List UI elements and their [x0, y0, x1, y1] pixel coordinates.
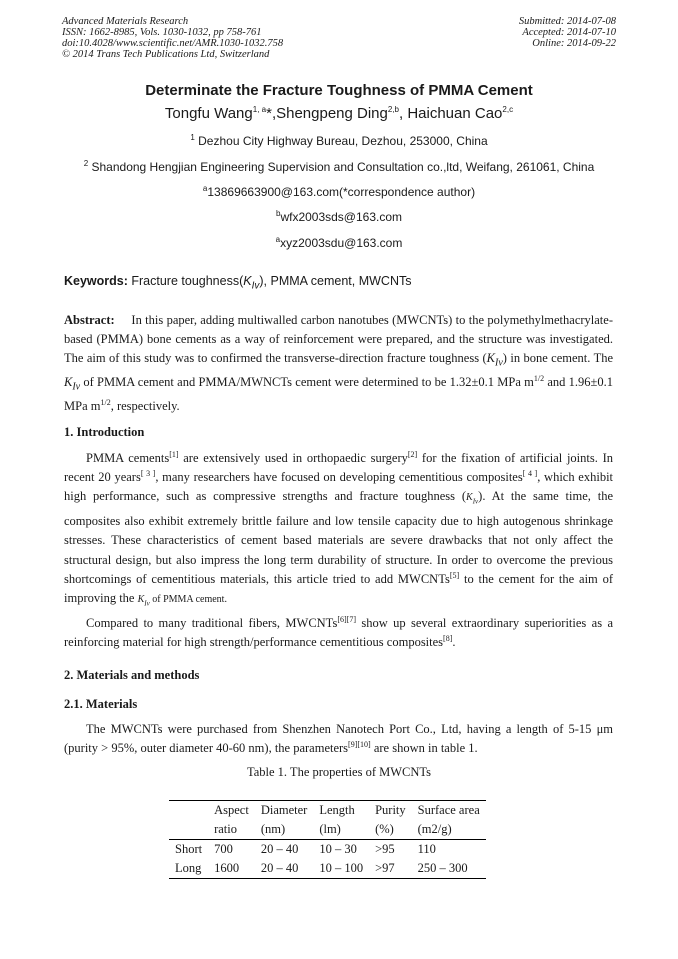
email-2-text: wfx2003sds@163.com: [280, 210, 403, 224]
abstract-sup-2: 1/2: [100, 397, 111, 407]
table-cell: 110: [417, 842, 436, 856]
abstract-k2: K: [64, 375, 73, 390]
table-cell: Long: [169, 859, 208, 879]
issn-line: ISSN: 1662-8985, Vols. 1030-1032, pp 758-761: [62, 27, 262, 38]
keywords: [64, 274, 411, 292]
email-1-sup: a: [202, 184, 208, 193]
affiliation-1: [0, 134, 678, 148]
author-line: [0, 105, 678, 122]
citation-4: [ 4 ]: [522, 469, 538, 479]
table-header-row: [169, 820, 486, 840]
abstract-k1: K: [486, 351, 495, 366]
accepted-date: Accepted: 2014-07-10: [522, 27, 616, 38]
intro-text-7: to the cement for the aim of improving the: [64, 571, 614, 605]
section-heading-methods: 2. Materials and methods: [64, 668, 200, 682]
citation-1: [1]: [169, 449, 179, 459]
table-header-cell: Aspect: [208, 801, 255, 821]
affiliation-2-sup: 2: [83, 159, 89, 168]
email-1: [0, 185, 678, 199]
abstract-sup-1: 1/2: [533, 373, 545, 383]
copyright-line: © 2014 Trans Tech Publications Ltd, Switzerland: [62, 49, 270, 60]
author-2-sup: 2,b: [387, 105, 399, 114]
intro-text-4: , many researchers have focused on developing cementitious composites: [155, 470, 523, 485]
keywords-text-post: ), PMMA cement, MWCNTs: [259, 274, 412, 288]
citation-9-10: [9][10]: [348, 740, 371, 750]
abstract-text-5: , respectively.: [110, 398, 180, 413]
intro-k4: K: [137, 593, 145, 605]
email-3-text: xyz2003sdu@163.com: [280, 236, 403, 250]
author-3-sup: 2,c: [502, 105, 514, 114]
table-header-cell: Diameter: [255, 801, 314, 821]
abstract-label: Abstract:: [64, 313, 115, 327]
intro-k4-sub: Iv: [144, 599, 150, 608]
intro-text-5: , which exhibit high performance, such as compressive strengths and fracture toughness (: [64, 470, 614, 504]
materials-paragraph: [64, 720, 613, 758]
author-2: ,Shengpeng Ding: [271, 105, 388, 122]
affiliation-1-sup: 1: [190, 133, 195, 142]
intro-paragraph-1: [64, 449, 613, 614]
properties-table: [169, 800, 486, 879]
intro-text-3: for the fixation of artificial joints. In recent 20 years: [64, 451, 613, 485]
citation-5: [5]: [449, 570, 460, 580]
email-3-sup: a: [275, 235, 281, 244]
table-header-cell: (nm): [255, 820, 314, 840]
table-header-cell: (lm): [313, 820, 369, 840]
table-header-cell: Surface area: [412, 801, 486, 821]
abstract-text-1: In this paper, adding multiwalled carbon nanotubes (MWCNTs) to the polymethylmethacrylate-based (PMMA) bone cements as a way of reinforcement were prepared, and the structure was investigated. The aim of this study was to confirmed the transverse-direction fracture toughness (: [64, 313, 613, 366]
citation-3: [ 3 ]: [140, 469, 156, 479]
table-cell: 700: [214, 842, 233, 856]
intro-p2-text-1: Compared to many traditional fibers, MWCNTs: [86, 616, 338, 630]
intro-k3: K: [466, 492, 473, 504]
table-header-row: [169, 801, 486, 821]
intro-text-6: ). At the same time, the composites also exhibit extremely brittle failure and low tensile capacity due to high autogenous shrinkage stresses. These characteristics of cement based materials are severe drawbacks that not only affect the structural design, but also impress the long term durability of structure. In order to overcome the previous shortcomings of cementitious materials, this article tried to add MWCNTs: [64, 489, 613, 586]
abstract-k1-sub: Iv: [495, 357, 503, 369]
intro-k3-sub: Iv: [472, 497, 479, 506]
keywords-label: Keywords:: [64, 274, 128, 288]
citation-8: [8]: [443, 634, 453, 644]
author-3: , Haichuan Cao: [399, 105, 503, 122]
materials-text-1: The MWCNTs were purchased from Shenzhen Nanotech Port Co., Ltd, having a length of 5-15 μm (purity > 95%, outer diameter 40-60 nm), the parameters: [64, 722, 613, 756]
table-caption: Table 1. The properties of MWCNTs: [246, 765, 432, 779]
email-2-sup: b: [275, 209, 281, 218]
citation-2: [2]: [407, 449, 418, 459]
intro-text-8: of PMMA cement.: [149, 593, 227, 605]
abstract-text-3: of PMMA cement and PMMA/MWNCTs cement were determined to be 1.32±0.1 MPa m: [80, 375, 534, 390]
author-1-sup: 1, a: [252, 105, 267, 114]
intro-text-1: PMMA cements: [86, 451, 170, 465]
table-cell: 250 – 300: [412, 859, 486, 879]
email-3: [0, 236, 678, 250]
table-header-cell: (%): [369, 820, 412, 840]
table-header-cell: [169, 801, 208, 821]
journal-header: [62, 16, 283, 60]
intro-p2-text-3: .: [452, 635, 456, 650]
table-cell: 20 – 40: [255, 859, 314, 879]
abstract-k2-sub: Iv: [72, 381, 81, 393]
intro-paragraph-2: [64, 614, 613, 652]
table-header-cell: [169, 820, 208, 840]
online-date: Online: 2014-09-22: [532, 38, 616, 49]
affiliation-1-text: Dezhou City Highway Bureau, Dezhou, 253000, China: [194, 134, 488, 148]
intro-text-2: are extensively used in orthopaedic surgery: [178, 451, 408, 465]
email-2: [0, 210, 678, 224]
dates-header: [519, 16, 616, 49]
abstract-text-4: and 1.96±0.1 MPa m: [64, 375, 613, 413]
corresponding-star: *: [266, 105, 272, 122]
affiliation-2-text: Shandong Hengjian Engineering Supervision and Consultation co.,ltd, Weifang, 261061, China: [88, 160, 595, 174]
intro-p2-text-2: show up several extraordinary superiorities as a reinforcing material for high strength/performance cementitious composites: [64, 616, 613, 650]
table-cell: 1600: [208, 859, 255, 879]
journal-name: Advanced Materials Research: [62, 16, 189, 27]
table-header-cell: Length: [313, 801, 369, 821]
keywords-text-pre: Fracture toughness(: [127, 274, 244, 288]
subsection-heading-materials: 2.1. Materials: [64, 697, 138, 711]
table-cell: 10 – 100: [313, 859, 369, 879]
table-row: [169, 840, 486, 860]
doi-line: doi:10.4028/www.scientific.net/AMR.1030-1032.758: [62, 38, 284, 49]
table-cell: 10 – 30: [319, 842, 357, 856]
table-cell: 20 – 40: [260, 842, 299, 856]
keywords-k-sub: Iv: [251, 280, 260, 292]
keywords-k: K: [243, 274, 252, 288]
section-heading-introduction: 1. Introduction: [64, 425, 145, 439]
paper-title: Determinate the Fracture Toughness of PMMA Cement: [145, 82, 533, 99]
table-cell: >95: [375, 842, 395, 856]
author-1: Tongfu Wang: [164, 105, 253, 122]
table-row: [169, 859, 486, 879]
table-cell: Short: [175, 842, 203, 856]
table-header-cell: ratio: [208, 820, 255, 840]
citation-6-7: [6][7]: [337, 614, 356, 624]
table-cell: >97: [369, 859, 412, 879]
materials-text-2: are shown in table 1.: [370, 741, 478, 756]
submitted-date: Submitted: 2014-07-08: [518, 16, 616, 27]
email-1-text: 13869663900@163.com(*correspondence author): [207, 185, 476, 199]
table-header-cell: Purity: [369, 801, 412, 821]
affiliation-2: [0, 160, 678, 174]
abstract-text-2: ) in bone cement. The: [502, 351, 613, 366]
abstract: [64, 311, 613, 416]
table-header-cell: (m2/g): [412, 820, 486, 840]
